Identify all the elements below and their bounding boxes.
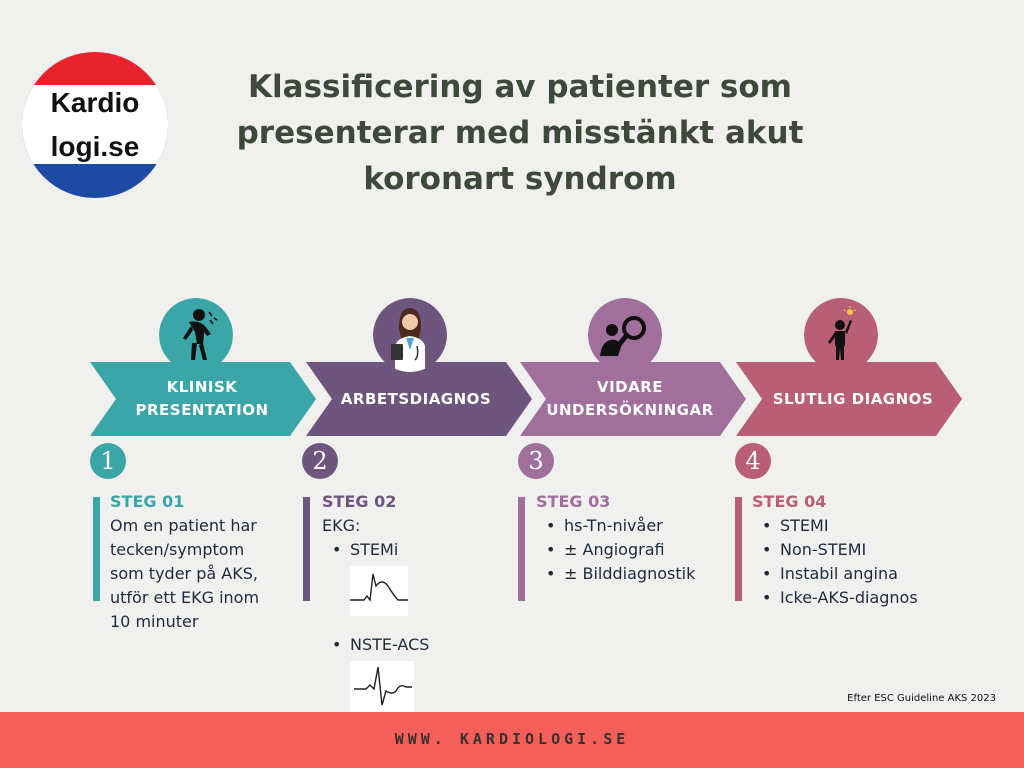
- phase-label-1: [112, 362, 292, 436]
- phase-4-line-1: SLUTLIG DIAGNOS: [772, 389, 934, 408]
- idea-person-icon: [804, 298, 878, 372]
- title-line-1: Klassificering av patienter som: [248, 69, 792, 105]
- step-2-list-b: [322, 633, 502, 657]
- step-4-item-3: • Instabil angina: [752, 562, 952, 586]
- step-number-1: 1: [90, 443, 126, 479]
- step-1-content: [110, 490, 290, 634]
- phase-1-line-1: KLINISK: [166, 378, 238, 396]
- phase-label-4: [758, 362, 948, 436]
- step-1-heading: STEG 01: [110, 492, 185, 511]
- title-line-3: koronart syndrom: [363, 161, 677, 197]
- step-3-item-3: • ± Bilddiagnostik: [536, 562, 726, 586]
- step-4-bar: [735, 497, 742, 601]
- ekg-st-elevation-icon: [350, 566, 408, 616]
- magnifier-search-icon: [588, 298, 662, 372]
- phase-2-line-1: ARBETSDIAGNOS: [340, 389, 492, 408]
- step-4-item-2: • Non-STEMI: [752, 538, 952, 562]
- patient-chest-pain-icon: [159, 298, 233, 372]
- step-3-item-2: • ± Angiografi: [536, 538, 726, 562]
- step-4-content: [752, 490, 952, 610]
- step-3-heading: STEG 03: [536, 492, 611, 511]
- ekg-st-depression-icon: [350, 661, 414, 715]
- step-3-item-1: • hs-Tn-nivåer: [536, 514, 726, 538]
- title-line-2: presenterar med misstänkt akut: [236, 115, 804, 151]
- phase-label-2: [326, 362, 506, 436]
- step-1-text-line-5: 10 minuter: [110, 612, 199, 631]
- phase-label-3: [540, 362, 720, 436]
- step-2-heading: STEG 02: [322, 492, 397, 511]
- step-3-list: [536, 514, 726, 586]
- logo-text-top: Kardio: [50, 87, 140, 118]
- doctor-icon: [373, 298, 447, 372]
- step-4-heading: STEG 04: [752, 492, 827, 511]
- step-1-text-line-4: utför ett EKG inom: [110, 588, 260, 607]
- footer-website-link[interactable]: WWW. KARDIOLOGI.SE: [394, 730, 630, 748]
- step-4-list: [752, 514, 952, 610]
- step-2-item-stemi: • STEMi: [322, 538, 502, 562]
- step-1-text-line-2: tecken/symptom: [110, 540, 245, 559]
- step-1-text-line-1: Om en patient har: [110, 516, 257, 535]
- step-number-2: 2: [302, 443, 338, 479]
- phase-3-line-2: UNDERSÖKNINGAR: [546, 401, 714, 419]
- source-note: Efter ESC Guideline AKS 2023: [847, 693, 996, 704]
- step-2-item-nste-acs: • NSTE-ACS: [322, 633, 502, 657]
- phase-3-line-1: VIDARE: [596, 378, 664, 396]
- step-2-intro: EKG:: [322, 516, 361, 535]
- step-3-bar: [518, 497, 525, 601]
- logo-text-bottom: logi.se: [50, 131, 140, 162]
- step-2-list: [322, 538, 502, 562]
- footer-bar: [0, 712, 1024, 768]
- step-3-content: [536, 490, 726, 586]
- step-number-4: 4: [735, 443, 771, 479]
- step-1-bar: [93, 497, 100, 601]
- step-2-bar: [303, 497, 310, 601]
- step-4-item-1: • STEMI: [752, 514, 952, 538]
- step-4-item-4: • Icke-AKS-diagnos: [752, 586, 952, 610]
- phase-1-line-2: PRESENTATION: [135, 401, 269, 419]
- step-2-content: [322, 490, 502, 732]
- step-1-text-line-3: som tyder på AKS,: [110, 564, 258, 583]
- step-number-3: 3: [518, 443, 554, 479]
